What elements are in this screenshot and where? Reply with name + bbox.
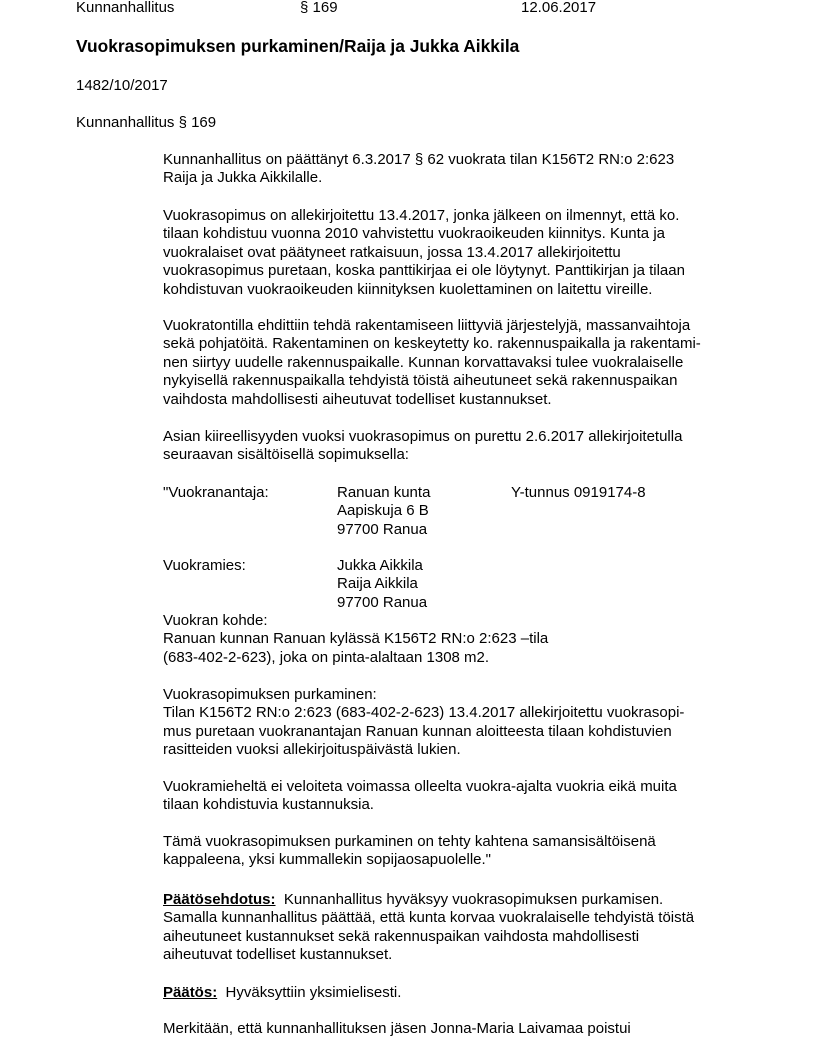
address-line: 97700 Ranua	[337, 593, 428, 611]
text-line: tilaan kohdistuvia kustannuksia.	[163, 796, 374, 814]
text-line: (683-402-2-623), joka on pinta-alaltaan 1308 m2.	[163, 648, 490, 666]
lessor-business-id: Y-tunnus 0919174-8	[511, 484, 646, 501]
text-line: Tämä vuokrasopimuksen purkaminen on tehty kahtena samansisältöisenä	[163, 833, 656, 850]
text-line: Raija ja Jukka Aikkilalle.	[163, 169, 323, 187]
section-heading: Vuokrasopimuksen purkaminen:	[163, 686, 377, 703]
header-body-name: Kunnanhallitus	[76, 0, 175, 16]
text-line: sekä pohjatöitä. Rakentaminen on keskeytetty ko. rakennuspaikalla ja rakentami-	[163, 335, 701, 353]
address-line: Raija Aikkila	[337, 575, 418, 593]
text-line: nen siirtyy uudelle rakennuspaikalle. Kunnan korvattavaksi tulee vuokralaiselle	[163, 353, 684, 371]
text-line: Vuokrasopimus on allekirjoitettu 13.4.2017, jonka jälkeen on ilmennyt, että ko.	[163, 207, 680, 224]
text-line: Samalla kunnanhallitus päättää, että kunta korvaa vuokralaiselle tehdyistä töistä	[163, 909, 695, 927]
proposal-first-line: Kunnanhallitus hyväksyy vuokrasopimuksen purkamisen.	[283, 891, 664, 908]
address-line: Ranuan kunta	[337, 484, 431, 501]
text-line: seuraavan sisältöisellä sopimuksella:	[163, 446, 409, 464]
text-line: Vuokratontilla ehdittiin tehdä rakentamiseen liittyviä järjestelyjä, massanvaihtoja	[163, 317, 691, 334]
diary-number: 1482/10/2017	[76, 77, 168, 94]
address-line: 97700 Ranua	[337, 520, 428, 538]
text-line: vuokrasopimus puretaan, koska panttikirjaa ei ole löytynyt. Panttikirjan ja tilaan	[163, 262, 685, 280]
paragraph-lease-signed	[163, 207, 763, 299]
text-line: nykyisellä rakennuspaikalla tehdyistä töistä aiheutuneet sekä rakennuspaikan	[163, 372, 678, 390]
header-date: 12.06.2017	[521, 0, 597, 16]
text-line: Tilan K156T2 RN:o 2:623 (683-402-2-623) 13.4.2017 allekirjoitettu vuokrasopi-	[163, 704, 685, 722]
header-section-number: § 169	[300, 0, 338, 16]
text-line: Ranuan kunnan Ranuan kylässä K156T2 RN:o 2:623 –tila	[163, 630, 549, 648]
text-line: kappaleena, yksi kummallekin sopijaosapuolelle."	[163, 851, 492, 869]
paragraph-construction	[163, 317, 763, 409]
paragraph-urgency	[163, 428, 763, 465]
lease-object-section	[163, 612, 763, 667]
decision	[163, 984, 763, 1002]
address-line: Jukka Aikkila	[337, 557, 423, 574]
rent-waiver-section	[163, 778, 763, 815]
text-line: Merkitään, että kunnanhallituksen jäsen Jonna-Maria Laivamaa poistui	[163, 1020, 631, 1037]
lease-termination-section	[163, 686, 763, 760]
lessor-label: "Vuokranantaja:	[163, 484, 269, 501]
text-line: mus puretaan vuokranantajan Ranuan kunnan aloitteesta tilaan kohdistuvien	[163, 722, 672, 740]
text-line: aiheutuneet kustannukset sekä rakennuspaikan vaihdosta mahdollisesti	[163, 927, 640, 945]
proposal-label: Päätösehdotus:	[163, 891, 276, 908]
decision-proposal	[163, 891, 763, 965]
section-heading: Vuokran kohde:	[163, 612, 268, 629]
minutes-note	[163, 1020, 763, 1038]
text-line: tilaan kohdistuu vuonna 2010 vahvistettu vuokraoikeuden kiinnitys. Kunta ja	[163, 225, 665, 243]
text-line: vaihdosta mahdollisesti aiheutuvat todelliset kustannukset.	[163, 390, 552, 408]
text-line: rasitteiden vuoksi allekirjoituspäivästä lukien.	[163, 741, 461, 759]
text-line: vuokralaiset ovat päätyneet ratkaisuun, jossa 13.4.2017 allekirjoitettu	[163, 243, 621, 261]
text-line: Vuokramieheltä ei veloiteta voimassa olleelta vuokra-ajalta vuokria eikä muita	[163, 778, 677, 795]
decision-label: Päätös:	[163, 984, 218, 1001]
decision-text: Hyväksyttiin yksimielisesti.	[225, 984, 402, 1001]
section-reference: Kunnanhallitus § 169	[76, 114, 217, 131]
lessee-label: Vuokramies:	[163, 557, 246, 574]
text-line: Kunnanhallitus on päättänyt 6.3.2017 § 62 vuokrata tilan K156T2 RN:o 2:623	[163, 151, 675, 168]
address-line: Aapiskuja 6 B	[337, 502, 429, 520]
copies-section	[163, 833, 763, 870]
text-line: aiheutuvat todelliset kustannukset.	[163, 946, 393, 964]
paragraph-decision-background	[163, 151, 763, 188]
document-title: Vuokrasopimuksen purkaminen/Raija ja Jukka Aikkila	[76, 36, 520, 56]
text-line: kohdistuvan vuokraoikeuden kiinnityksen kuolettaminen on laitettu vireille.	[163, 280, 653, 298]
text-line: Asian kiireellisyyden vuoksi vuokrasopimus on purettu 2.6.2017 allekirjoitetulla	[163, 428, 683, 445]
lessee-address	[337, 557, 427, 612]
lessor-address	[337, 484, 430, 539]
